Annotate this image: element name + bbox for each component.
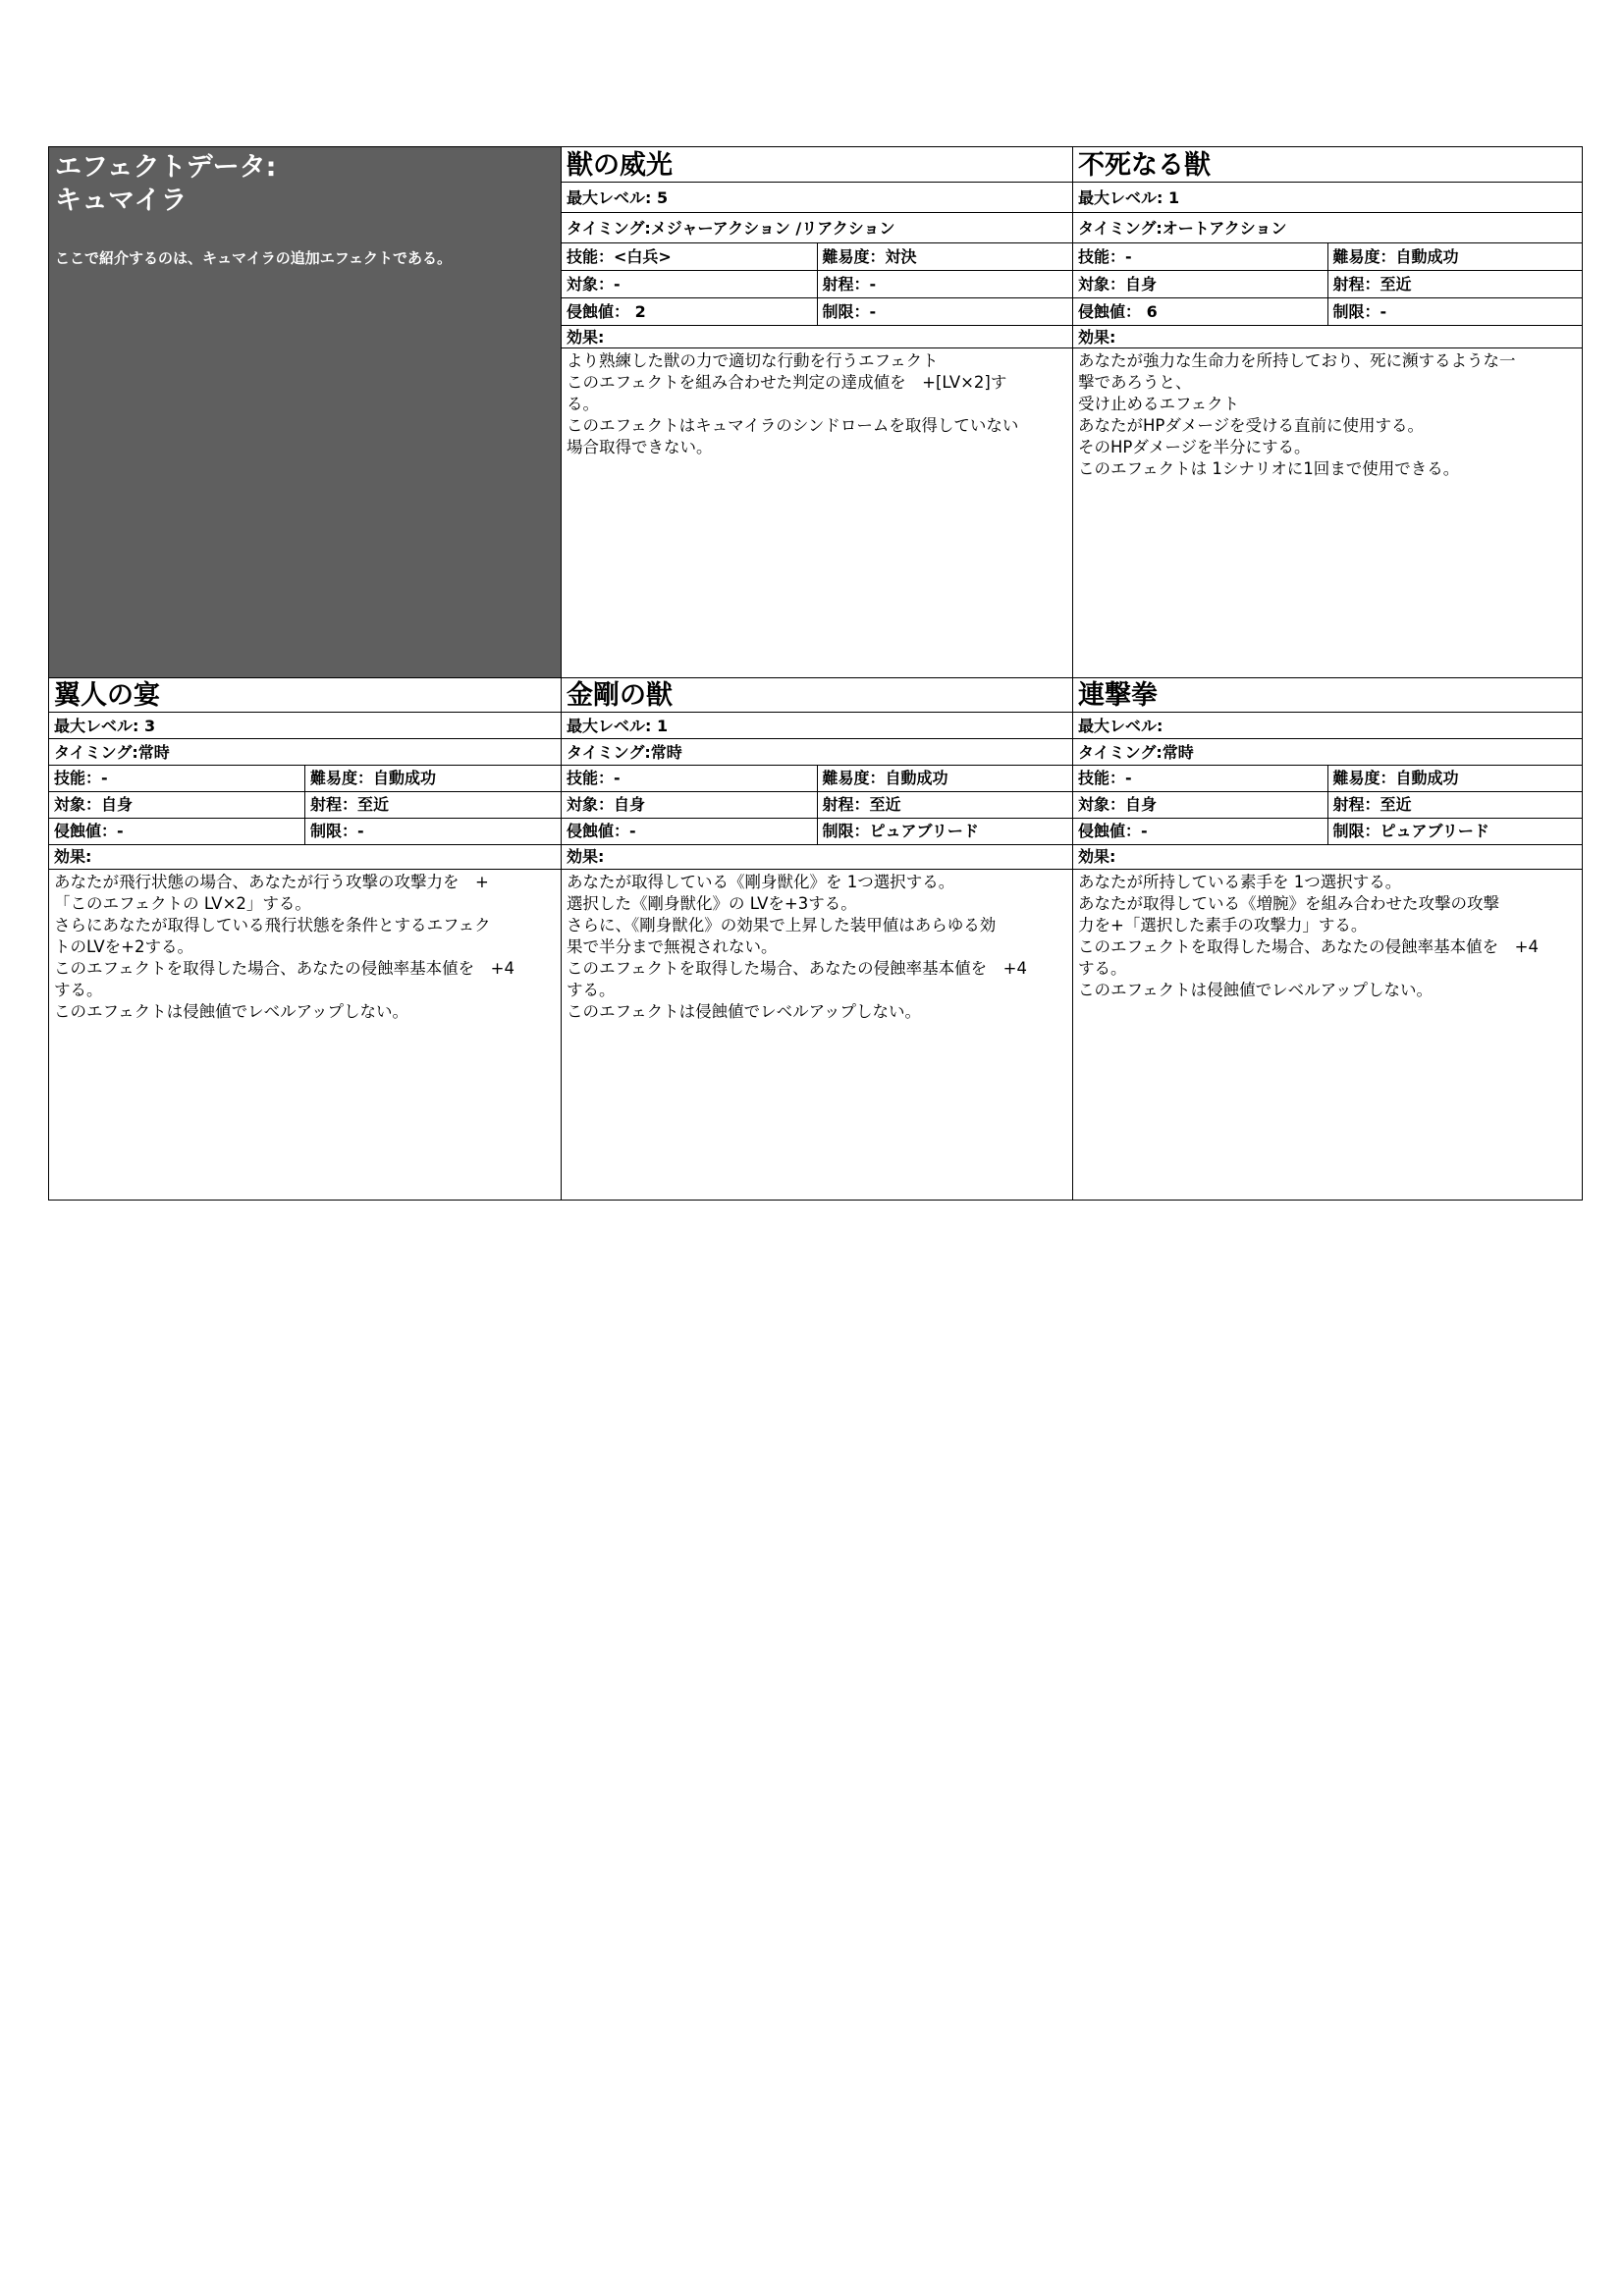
effect-line: このエフェクトを取得した場合、あなたの侵蝕率基本値を +4 bbox=[1078, 937, 1539, 956]
erosion-limit-row bbox=[1073, 298, 1582, 326]
effect-label: 効果: bbox=[1073, 845, 1582, 870]
target: 対象：自身 bbox=[567, 795, 646, 814]
limit: 制限：ピュアブリード bbox=[1327, 819, 1583, 844]
effect-line: あなたが飛行状態の場合、あなたが行う攻撃の攻撃力を + bbox=[54, 873, 489, 891]
effect-line: 果で半分まで無視されない。 bbox=[567, 937, 778, 956]
effect-name: 連撃拳 bbox=[1073, 678, 1582, 713]
erosion: 侵蝕値： 2 bbox=[567, 302, 646, 321]
erosion: 侵蝕値： 6 bbox=[1078, 302, 1158, 321]
timing: タイミング:常時 bbox=[49, 739, 561, 766]
skill: 技能：- bbox=[567, 769, 621, 787]
range: 射程：至近 bbox=[817, 792, 1073, 818]
effect-sheet bbox=[48, 146, 1583, 1201]
effect-line: する。 bbox=[1078, 959, 1127, 978]
limit: 制限：ピュアブリード bbox=[817, 819, 1073, 844]
effect-name: 翼人の宴 bbox=[49, 678, 561, 713]
effect-line: あなたが所持している素手を 1つ選択する。 bbox=[1078, 873, 1402, 891]
limit: 制限：- bbox=[817, 298, 1073, 325]
target-range-row bbox=[1073, 271, 1582, 298]
erosion-limit-row bbox=[49, 819, 561, 845]
effect-line: 「このエフェクトの LV×2」する。 bbox=[54, 894, 311, 913]
erosion-limit-row bbox=[562, 819, 1072, 845]
intro-description: ここで紹介するのは、キュマイラの追加エフェクトである。 bbox=[55, 249, 452, 267]
effect-line: る。 bbox=[567, 395, 599, 413]
intro-title-line2: キュマイラ bbox=[55, 186, 188, 216]
effect-line: より熟練した獣の力で適切な行動を行うエフェクト bbox=[567, 351, 939, 370]
effect-card bbox=[561, 147, 1072, 677]
effect-line: さらにあなたが取得している飛行状態を条件とするエフェク bbox=[54, 916, 491, 934]
effect-line: このエフェクトは 1シナリオに1回まで使用できる。 bbox=[1078, 459, 1460, 478]
difficulty: 難易度：対決 bbox=[817, 243, 1073, 270]
skill-difficulty-row bbox=[562, 243, 1072, 271]
range: 射程：- bbox=[817, 271, 1073, 297]
erosion: 侵蝕値：- bbox=[1078, 822, 1148, 840]
erosion: 侵蝕値：- bbox=[54, 822, 124, 840]
erosion-limit-row bbox=[562, 298, 1072, 326]
max-level: 最大レベル: 1 bbox=[1073, 183, 1582, 213]
effect-label: 効果: bbox=[562, 845, 1072, 870]
effect-line: 力を+「選択した素手の攻撃力」する。 bbox=[1078, 916, 1368, 934]
target: 対象：自身 bbox=[1078, 795, 1158, 814]
effect-name: 金剛の獣 bbox=[562, 678, 1072, 713]
effect-line: さらに、《剛身獣化》の効果で上昇した装甲値はあらゆる効 bbox=[567, 916, 997, 934]
max-level: 最大レベル: 5 bbox=[562, 183, 1072, 213]
effect-line: このエフェクトを取得した場合、あなたの侵蝕率基本値を +4 bbox=[567, 959, 1027, 978]
effect-text bbox=[562, 870, 1072, 1023]
effect-text bbox=[562, 348, 1072, 458]
difficulty: 難易度：自動成功 bbox=[1327, 243, 1583, 270]
range: 射程：至近 bbox=[1327, 271, 1583, 297]
difficulty: 難易度：自動成功 bbox=[304, 766, 561, 791]
effect-line: あなたが取得している《増腕》を組み合わせた攻撃の攻撃 bbox=[1078, 894, 1499, 913]
range: 射程：至近 bbox=[1327, 792, 1583, 818]
effect-line: このエフェクトは侵蝕値でレベルアップしない。 bbox=[567, 1002, 922, 1021]
erosion: 侵蝕値：- bbox=[567, 822, 636, 840]
effect-line: 受け止めるエフェクト bbox=[1078, 395, 1240, 413]
effect-label: 効果: bbox=[49, 845, 561, 870]
intro-panel bbox=[49, 147, 561, 677]
effect-line: 選択した《剛身獣化》の LVを+3する。 bbox=[567, 894, 857, 913]
effect-line: このエフェクトは侵蝕値でレベルアップしない。 bbox=[1078, 981, 1434, 999]
limit: 制限：- bbox=[1327, 298, 1583, 325]
timing: タイミング:常時 bbox=[562, 739, 1072, 766]
effect-line: する。 bbox=[567, 981, 616, 999]
skill: 技能：- bbox=[1078, 769, 1132, 787]
effect-card bbox=[561, 677, 1072, 1200]
intro-title-line1: エフェクトデータ: bbox=[55, 152, 277, 183]
timing: タイミング:メジャーアクション /リアクション bbox=[562, 213, 1072, 243]
timing: タイミング:オートアクション bbox=[1073, 213, 1582, 243]
target-range-row bbox=[562, 792, 1072, 819]
effect-line: する。 bbox=[54, 981, 103, 999]
effect-card bbox=[49, 677, 561, 1200]
effect-label: 効果: bbox=[562, 326, 1072, 348]
effect-line: 場合取得できない。 bbox=[567, 438, 713, 456]
effect-line: あなたがHPダメージを受ける直前に使用する。 bbox=[1078, 416, 1425, 435]
effect-line: このエフェクトを取得した場合、あなたの侵蝕率基本値を +4 bbox=[54, 959, 514, 978]
max-level: 最大レベル: bbox=[1073, 713, 1582, 739]
effect-text bbox=[49, 870, 561, 1023]
range: 射程：至近 bbox=[304, 792, 561, 818]
effect-name: 不死なる獣 bbox=[1073, 147, 1582, 183]
target: 対象：自身 bbox=[54, 795, 134, 814]
skill-difficulty-row bbox=[1073, 243, 1582, 271]
max-level: 最大レベル: 3 bbox=[49, 713, 561, 739]
difficulty: 難易度：自動成功 bbox=[817, 766, 1073, 791]
skill: 技能：- bbox=[1078, 247, 1132, 266]
skill: 技能：<白兵> bbox=[567, 247, 672, 266]
skill-difficulty-row bbox=[562, 766, 1072, 792]
effect-line: トのLVを+2する。 bbox=[54, 937, 193, 956]
effect-line: このエフェクトはキュマイラのシンドロームを取得していない bbox=[567, 416, 1019, 435]
difficulty: 難易度：自動成功 bbox=[1327, 766, 1583, 791]
effect-name: 獣の威光 bbox=[562, 147, 1072, 183]
effect-line: そのHPダメージを半分にする。 bbox=[1078, 438, 1311, 456]
effect-label: 効果: bbox=[1073, 326, 1582, 348]
skill: 技能：- bbox=[54, 769, 108, 787]
effect-line: このエフェクトは侵蝕値でレベルアップしない。 bbox=[54, 1002, 409, 1021]
erosion-limit-row bbox=[1073, 819, 1582, 845]
target: 対象：自身 bbox=[1078, 275, 1158, 294]
effect-line: あなたが強力な生命力を所持しており、死に瀕するような一 bbox=[1078, 351, 1516, 370]
timing: タイミング:常時 bbox=[1073, 739, 1582, 766]
target-range-row bbox=[562, 271, 1072, 298]
target: 対象：- bbox=[567, 275, 621, 294]
skill-difficulty-row bbox=[1073, 766, 1582, 792]
effect-line: あなたが取得している《剛身獣化》を 1つ選択する。 bbox=[567, 873, 955, 891]
effect-text bbox=[1073, 348, 1582, 480]
target-range-row bbox=[49, 792, 561, 819]
effect-line: 撃であろうと、 bbox=[1078, 373, 1192, 392]
max-level: 最大レベル: 1 bbox=[562, 713, 1072, 739]
effect-line: このエフェクトを組み合わせた判定の達成値を +[LV×2]す bbox=[567, 373, 1007, 392]
effect-card bbox=[1072, 677, 1582, 1200]
skill-difficulty-row bbox=[49, 766, 561, 792]
effect-card bbox=[1072, 147, 1582, 677]
target-range-row bbox=[1073, 792, 1582, 819]
limit: 制限：- bbox=[304, 819, 561, 844]
effect-text bbox=[1073, 870, 1582, 1001]
